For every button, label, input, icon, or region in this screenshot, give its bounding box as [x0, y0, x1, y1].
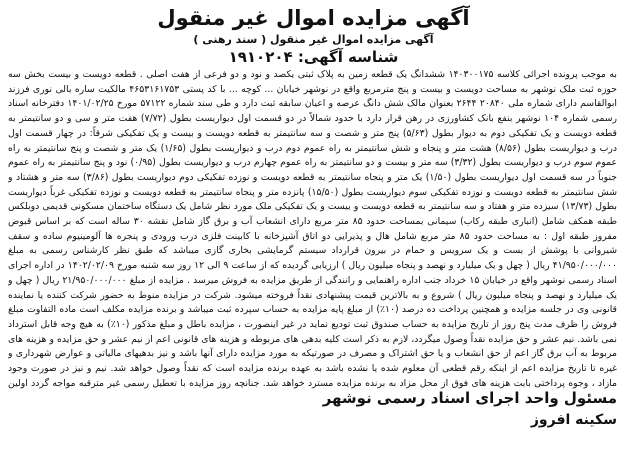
signature-office: مسئول واحد اجرای اسناد رسمی نوشهر	[322, 389, 617, 407]
notice-title: آگهی مزایده اموال غیر منقول	[157, 6, 470, 30]
notice-body: به موجب پرونده اجرائی کلاسه ۱۴۰۳۰۰۱۷۵ ششدانگ یک قطعه زمین به پلاک ثبتی یکصد و نود و دو فرعی از هفت اصلی . قطعه دویست و بیست بخش سه حوزه ثبت ملک نوشهر به مساحت دویست و بیست و پنج مترمربع واقع در نوشهر خیابان ... کوچه ... با کد پستی ۴۶۵۳۱۶۱۷۵۳ مالکیت ساره بالی نوری فرزند ابوالقاسم دارای شماره ملی ۲۰۸۴۰ ۲۶۴۴ بعنوان مالک شش دانگ عرصه و اعیان سابقه ثبت دارد و طی سند شماره ۵۷۱۲۲ مورخ ۱۴۰۱/۰۲/۲۵ دفترخانه اسناد رسمی شماره ۱۰۴ نوشهر بنفع بانک کشاورزی در رهن قرار دارد با حدود شمالاً در دو قسمت اول دیواریست بطول (۷/۷۲) هفت متر و سی و دو سانتیمتر به قطعه دویست و یک تفکیکی دوم به دیوار بطول (۵/۶۳) پنج متر و شصت و سه سانتیمتر به قطعه دویست و بیست و یک تفکیکی شرقاً: در چهار قسمت اول درب و دیواریست بطول (۸/۵۶) هشت متر و پنجاه و شش سانتیمتر به راه عموم دوم درب و دیواریست بطول (۱/۶۵) یک متر و شصت و پنج سانتیمتر به راه عموم سوم درب و دیواریست بطول (۳/۳۲) سه متر و بیست و دو سانتیمتر به راه عموم چهارم درب و دیواریست بطول (۰/۹۵) نود و پنج سانتیمتر به راه عموم جنوباً در سه قسمت اول دیواریست بطول (۱/۵۰) یک متر و پنجاه سانتیمتر به قطعه دویست و نوزده تفکیکی دوم دیواریست بطول (۳/۸۶) سه متر و هشتاد و شش سانتیمتر به قطعه دویست و نوزده تفکیکی سوم دیواریست بطول (۱۵/۵۰) پانزده متر و پنجاه سانتیمتر به قطعه دویست و نوزده تفکیکی غرباً دیواریست بطول (۱۳/۷۳) سیزده متر و هفتاد و سه سانتیمتر به قطعه دویست و بیست و یک تفکیکی ملک مورد نظر شامل یک دستگاه ساختمان مسکونی قدیمی دوبلکس طبقه همکف شامل (انباری طبقه رکاب) سیمانی بمساحت حدود ۸۵ متر مربع دارای انشعاب آب و برق گاز شامل نقشه ۳۰ ساله است که بر اساس قبوض مفروز طبقه اول : به مساحت حدود ۸۵ متر مربع شامل هال و پذیرایی دو اتاق آشپزخانه با کابینت فلزی درب ورودی و پنجره ها آلومینیوم ساده و سقف شیروانی با پوشش از بست و یک سرویس و حمام در بیرون قرارداد سیستم گرمایشی بخاری گازی میباشد که طبق نظر کارشناس رسمی به مبلغ ۴۱/۹۵۰/۰۰۰/۰۰۰ ریال ( چهل و یک میلیارد و نهصد و پنجاه میلیون ریال ) ارزیابی گردیده که از ساعت ۹ الی ۱۲ روز سه شنبه مورخ ۱۴۰۲/۰۲/۰۹ در اداره اجرای اسناد رسمی نوشهر واقع در خیابان ۱۵ خرداد جنب اداره راهنمایی و رانندگی از طریق مزایده به فروش میرسد . مزایده از مبلغ ۲۱/۹۵۰/۰۰۰/۰۰۰ ریال ( چهل و یک میلیارد و نهصد و پنجاه میلیون ریال ) شروع و به بالاترین قیمت پیشنهادی نقداً فروخته میشود. شرکت در مزایده منوط به حضور شرکت کننده یا نماینده قانونی وی در جلسه مزایده و همچنین پرداخت ده درصد (۱۰٪) از مبلغ پایه مزایده به حساب سپرده ثبت میباشد و برنده مزایده مکلف است ماده التفاوت مبلغ فروش را ظرف مدت پنج روز از تاریخ مزایده به حساب صندوق ثبت تودیع نماید در غیر اینصورت ، مزایده باطل و مبلغ مذکور (۱۰٪) به هیچ وجه قابل استرداد نمی باشد. نیم عشر و حق مزایده نقداً وصول میگردد، لازم به ذکر است کلیه بدهی های مربوطه و هزینه های قانونی اعم از نیم عشر و حق مزایده و هزینه های مربوط به آب برق گاز اعم از حق انشعاب و یا حق اشتراک و مصرف در صورتیکه به مورد مزایده دارای آنها باشد و نیز بدهیهای مالیاتی و عوارض شهرداری و غیره تا تاریخ مزایده اعم از اینکه رقم قطعی آن معلوم شده یا نشده باشد به عهده برنده مزایده است که نقداً وصول خواهد شد. نیم و نیز در صورت وجود مازاد ، وجوه پرداختی بابت هزینه های فوق از محل مزاد به برنده مزایده مسترد خواهد شد. جنانچه روز مزایده با تعطیل رسمی غیر مترقبه مواجه گردد اولین	[8, 69, 617, 389]
notice-subtitle: آگهی مزایده اموال غیر منقول ( سند رهنی )	[193, 33, 434, 46]
signature-name: سکینه افروز	[530, 412, 617, 428]
notice-id: شناسه آگهی: ۱۹۱۰۲۰۴	[228, 48, 399, 66]
